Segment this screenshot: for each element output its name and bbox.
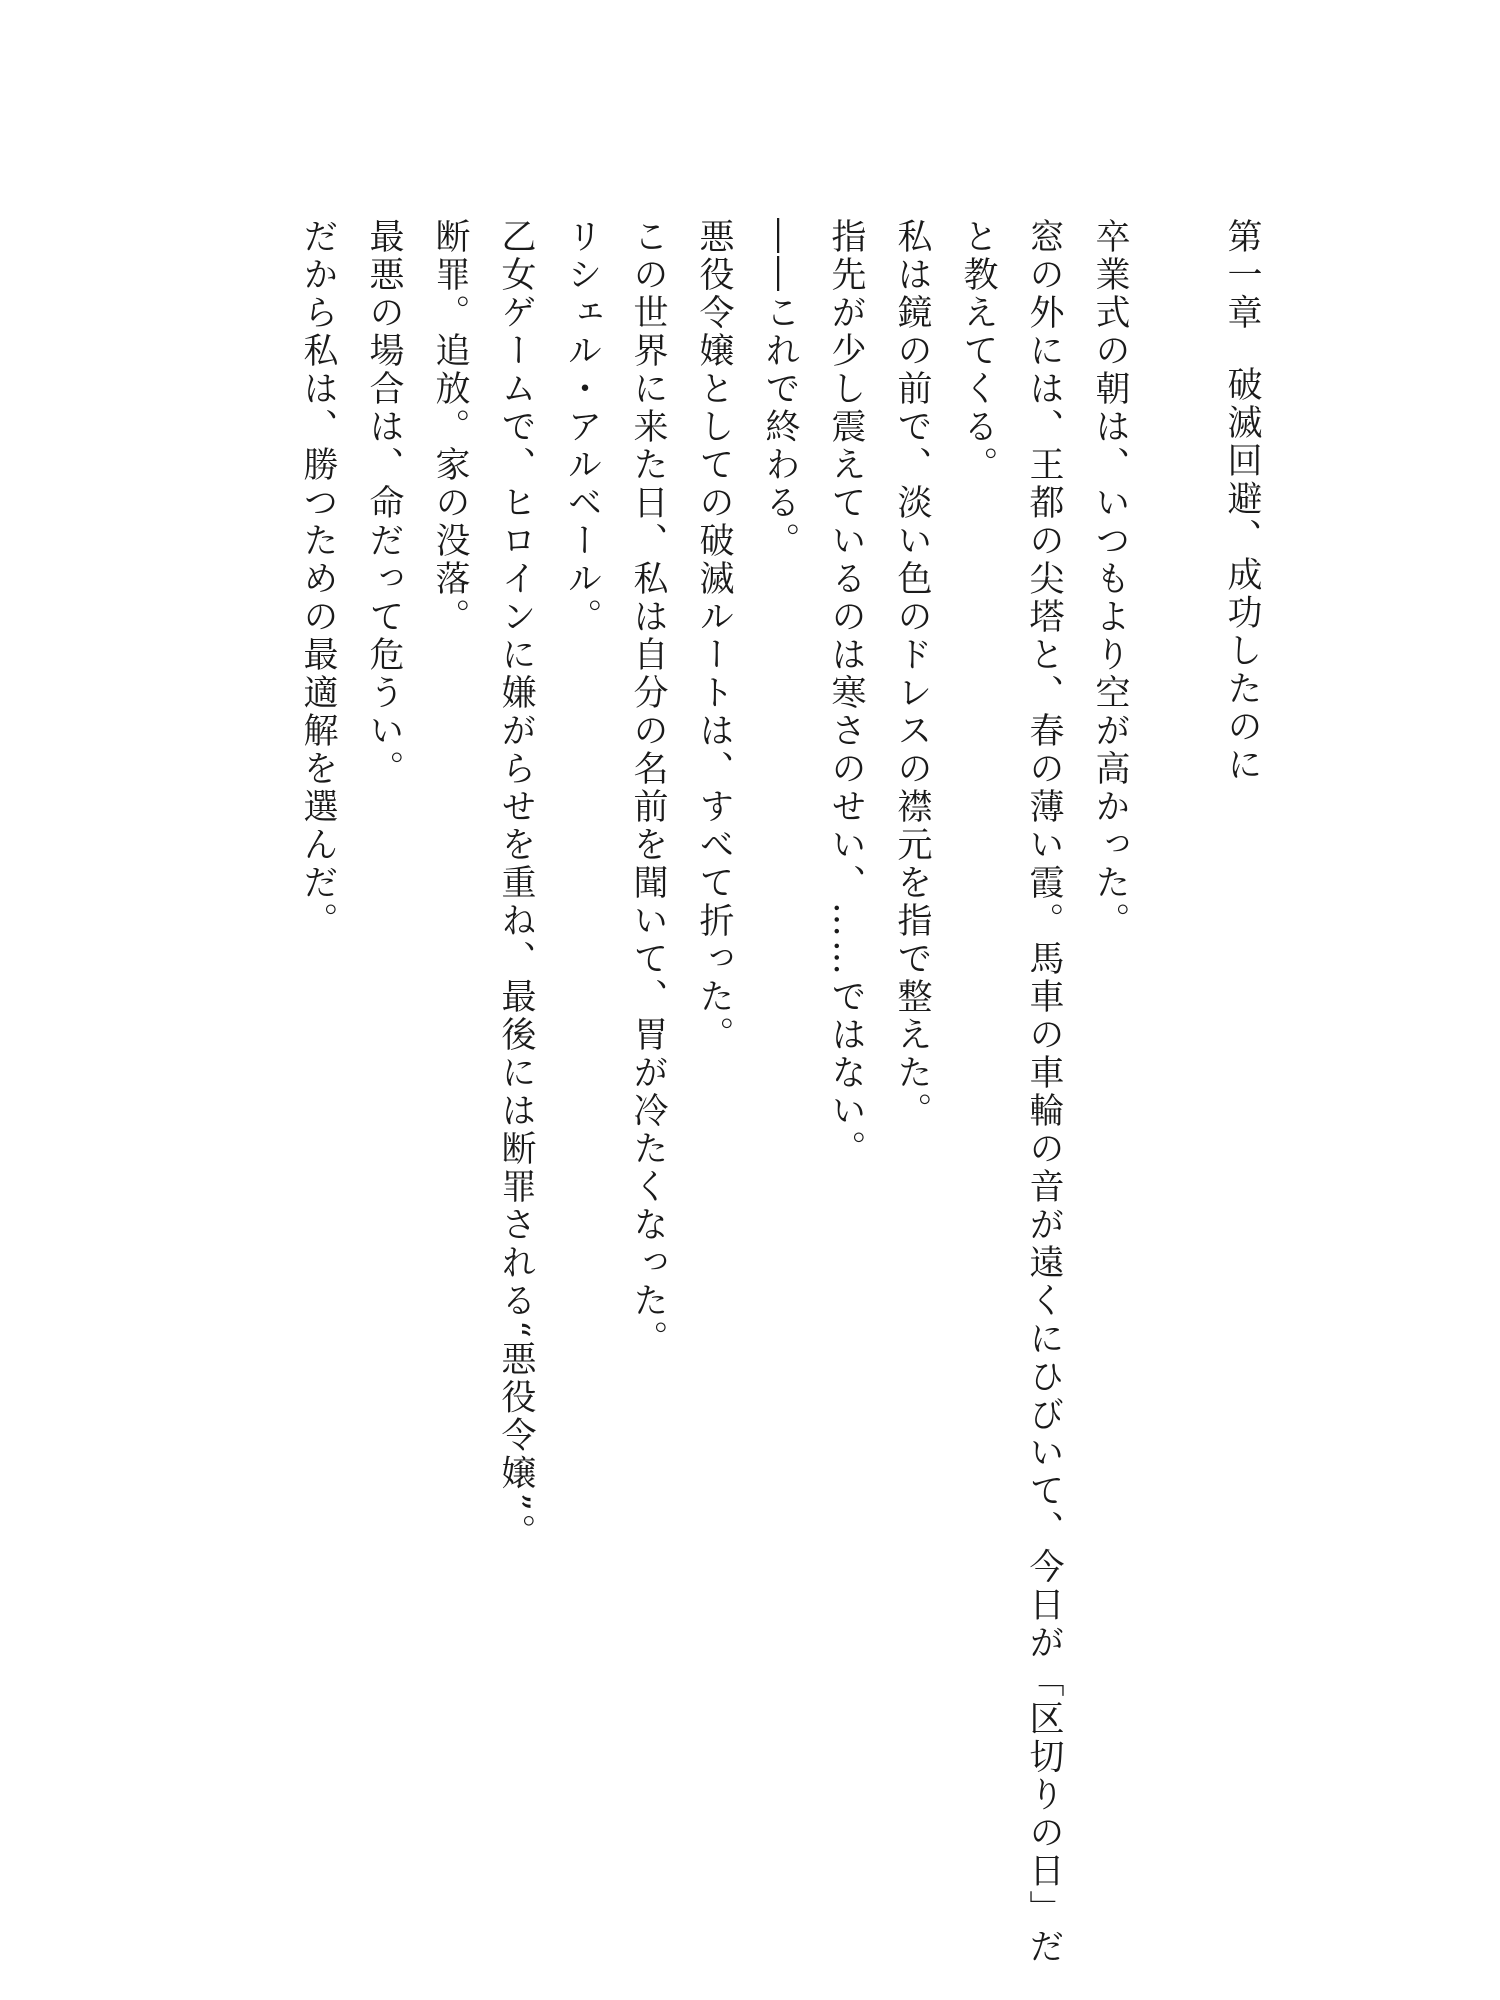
text-line-6: ――これで終わる。: [760, 218, 800, 560]
vertical-text-body: [285, 218, 1275, 1966]
text-line-13: だから私は、勝つための最適解を選んだ。: [298, 218, 338, 940]
text-line-4: 私は鏡の前で、淡い色のドレスの襟元を指で整えた。: [892, 218, 932, 1130]
text-line-9: リシェル・アルベール。: [562, 218, 602, 636]
text-line-7: 悪役令嬢としての破滅ルートは、すべて折った。: [694, 218, 734, 1054]
text-line-5: 指先が少し震えているのは寒さのせい、……ではない。: [826, 218, 866, 1168]
chapter-title: 破滅回避、成功したのに: [1222, 366, 1262, 784]
text-line-3: と教えてくる。: [958, 218, 998, 484]
text-line-12: 最悪の場合は、命だって危うい。: [364, 218, 404, 788]
text-line-8: この世界に来た日、私は自分の名前を聞いて、胃が冷たくなった。: [628, 218, 668, 1358]
text-line-2: 窓の外には、王都の尖塔と、春の薄い霞。馬車の車輪の音が遠くにひびいて、今日が「区切りの日」だ: [1024, 218, 1064, 1966]
text-line-11: 断罪。追放。家の没落。: [430, 218, 470, 636]
text-line-10: 乙女ゲームで、ヒロインに嫌がらせを重ね、最後には断罪される“悪役令嬢”。: [496, 218, 536, 1552]
chapter-number: 第一章: [1222, 218, 1262, 332]
text-line-1: 卒業式の朝は、いつもより空が高かった。: [1090, 218, 1130, 940]
chapter-heading: [1209, 218, 1275, 1918]
